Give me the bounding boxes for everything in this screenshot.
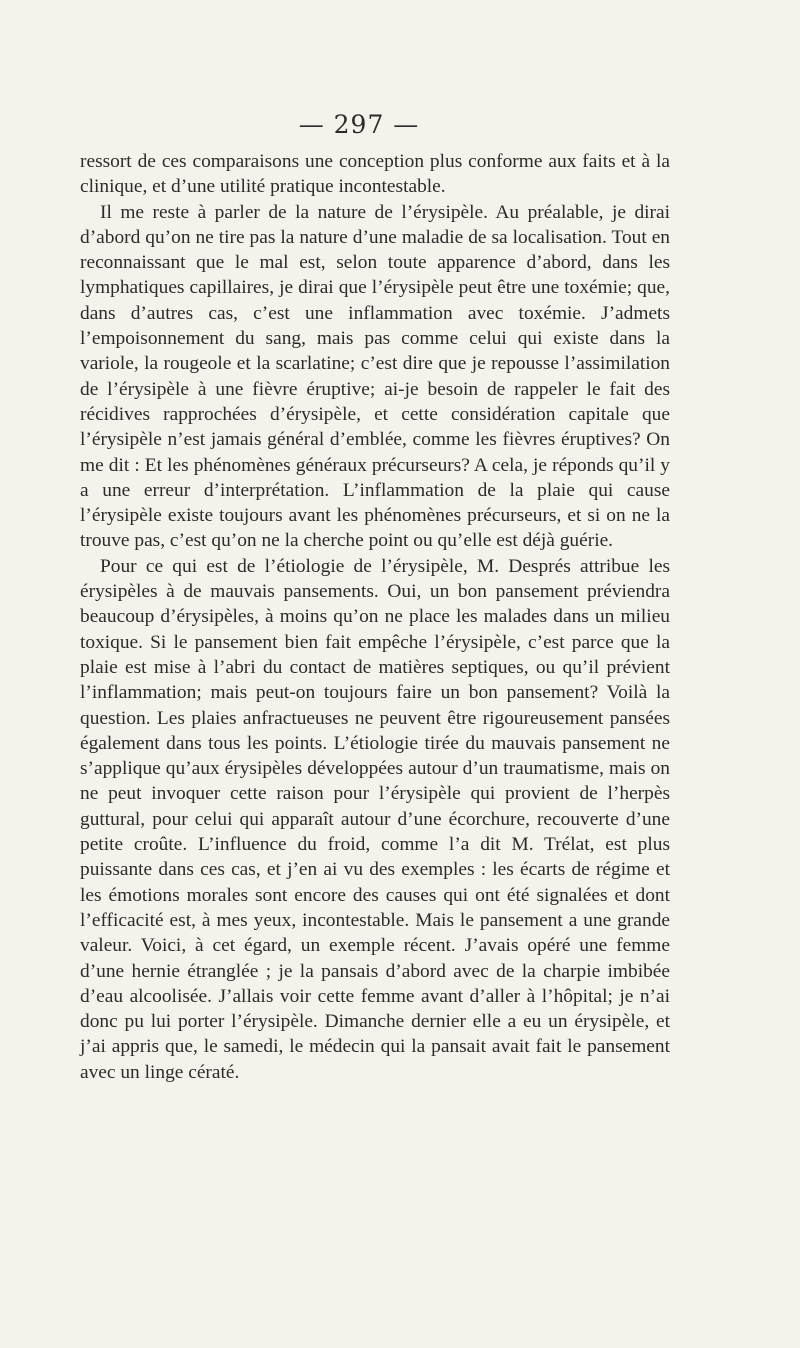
body-text (80, 149, 670, 1085)
paragraph-etiologie: Pour ce qui est de l’étiologie de l’érysipèle, M. Després attribue les érysipèles à de mauvais pansements. Oui, un bon pansement préviendra beaucoup d’érysipèles, à moins qu’on ne place les malades dans un milieu toxique. Si le pansement bien fait empêche l’érysipèle, c’est parce que la plaie est mise à l’abri du contact de matières septiques, ou qu’il prévient l’inflammation; mais peut-on toujours faire un bon pansement? Voilà la question. Les plaies anfractueuses ne peuvent être rigoureusement pansées également dans tous les points. L’étiologie tirée du mauvais pansement ne s’applique qu’aux érysipèles développées autour d’un traumatisme, mais on ne peut invoquer cette raison pour l’érysipèle qui provient de l’herpès guttural, pour celui qui apparaît autour d’une écorchure, recouverte d’une petite croûte. L’influence du froid, comme l’a dit M. Trélat, est plus puissante dans ces cas, et j’en ai vu des exemples : les écarts de régime et les émotions morales sont encore des causes qui ont été signalées et dont l’efficacité est, à mes yeux, incontestable. Mais le pansement a une grande valeur. Voici, à cet égard, un exemple récent. J’avais opéré une femme d’une hernie étranglée ; je la pansais d’abord avec de la charpie imbibée d’eau alcoolisée. J’allais voir cette femme avant d’aller à l’hôpital; je n’ai donc pu lui porter l’érysipèle. Dimanche dernier elle a eu un érysipèle, et j’ai appris que, le samedi, le médecin qui la pansait avait fait le pansement avec un linge cératé. (80, 555, 670, 1083)
paragraph-nature-erysipele: Il me reste à parler de la nature de l’érysipèle. Au préalable, je dirai d’abord qu’on ne tire pas la nature d’une maladie de sa localisation. Tout en reconnaissant que le mal est, selon toute apparence d’abord, dans les lymphatiques capillaires, je dirai que l’érysipèle peut être une toxémie; que, dans d’autres cas, c’est une inflammation avec toxémie. J’admets l’empoisonnement du sang, mais pas comme celui qui existe dans la variole, la rougeole et la scarlatine; c’est dire que je repousse l’assimilation de l’érysipèle à une fièvre éruptive; ai-je besoin de rappeler le fait des récidives rapprochées d’érysipèle, et cette considération capitale que l’érysipèle n’est jamais général d’emblée, comme les fièvres éruptives? On me dit : Et les phénomènes généraux précurseurs? A cela, je réponds qu’il y a une erreur d’interprétation. L’inflammation de la plaie qui cause l’érysipèle existe toujours avant les phénomènes précurseurs, et si on ne la trouve pas, c’est qu’on ne la cherche point ou qu’elle est déjà guérie. (80, 201, 670, 552)
paragraph-continuation: ressort de ces comparaisons une conception plus conforme aux faits et à la clinique, et d’une utilité pratique incontestable. (80, 151, 670, 198)
page-number: — 297 — (298, 110, 420, 139)
